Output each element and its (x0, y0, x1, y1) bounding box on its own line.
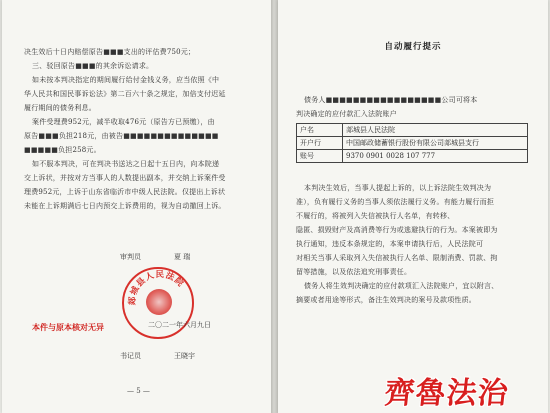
certified-copy-note: 本件与原本核对无异 (32, 322, 104, 332)
text-line: 留等措施，以及依法追究刑事责任。 (296, 268, 412, 276)
clerk-name: 王晓宇 (174, 352, 195, 360)
court-account-table (296, 123, 528, 163)
text-line: 理费952元，上诉于山东省临沂市中级人民法院。仅提出上诉状 (24, 188, 226, 196)
bank-value: 中国邮政储蓄银行股份有限公司郯城县支行 (343, 137, 528, 150)
text-line: 交上诉状，并按对方当事人的人数提出副本，并交纳上诉案件受 (24, 174, 226, 182)
text-line: 债务人■■■■■■■■■■■■■■■■■公司可将本 (304, 96, 478, 104)
bank-label: 开户行 (297, 137, 343, 150)
text-line: 未能在上诉期满后七日内预交上诉费用的，视为自动撤回上诉。 (24, 202, 226, 210)
judge-label: 审判员 (120, 253, 141, 261)
text-line: 如不服本判决，可在判决书送达之日起十五日内，向本院递 (32, 160, 220, 168)
text-line: 判决确定的应付款汇入法院账户 (296, 110, 397, 118)
page-number: — 5 — (127, 387, 150, 395)
text-line: 三、驳回原告■■■的其余诉讼请求。 (32, 62, 154, 70)
text-line: 华人民共和国民事诉讼法》第二百六十条之规定，加倍支付迟延 (24, 90, 226, 98)
seal-text: 郯城县人民法院 (127, 269, 186, 306)
account-name-value: 郯城县人民法院 (343, 124, 528, 137)
judgment-date: 二〇二一年六月九日 (148, 321, 211, 329)
text-line: 如未按本判决指定的期间履行给付金钱义务，应当依照《中 (32, 76, 220, 84)
table-row (297, 124, 528, 137)
text-line: 债务人将生效判决确定的应付款项汇入法院账户，宜以附言、 (304, 282, 499, 290)
notice-title: 自动履行提示 (384, 42, 442, 52)
text-line: 履行期间的债务利息。 (24, 104, 96, 112)
clerk-label: 书记员 (120, 352, 141, 360)
text-line: 案件受理费952元，减半收取476元（原告方已预缴），由 (32, 118, 215, 126)
table-row (297, 137, 528, 150)
text-line: 不履行的，将被列入失信被执行人名单，有转移、 (296, 212, 455, 220)
text-line: ■■■■■负担258元。 (24, 146, 101, 154)
judge-name: 夏 瑞 (174, 253, 191, 261)
text-line: 摘要或者用途等形式，备注生效判决的案号及款项性质。 (296, 296, 476, 304)
account-number-label: 账号 (297, 150, 343, 163)
text-line: 准），负有履行义务的当事人须依法履行义务。有能力履行而拒 (296, 198, 495, 206)
text-line: 本判决生效后，当事人提起上诉的，以上诉法院生效判决为 (304, 184, 492, 192)
text-line: 执行通知，违反本条规定的，本案申请执行后，人民法院可 (296, 240, 484, 248)
book-spine (271, 0, 278, 413)
account-number-value: 9370 0901 0028 107 777 (343, 150, 528, 163)
text-line: 决生效后十日内赔偿原告■■■支出的评估费750元； (24, 48, 196, 56)
text-line: 隐匿、损毁财产及高消费等行为或逃避执行的行为。本案被即为 (296, 226, 498, 234)
national-emblem-icon (146, 289, 172, 315)
publisher-watermark: 齊魯法治 (382, 376, 511, 411)
account-name-label: 户名 (297, 124, 343, 137)
table-row (297, 150, 528, 163)
text-line: 对相关当事人采取列入失信被执行人名单、限制消费、罚款、拘 (296, 254, 498, 262)
text-line: 原告■■■负担218元，由被告■■■■■■■■■■■■■■ (24, 132, 219, 140)
enforcement-notice-page (278, 0, 548, 413)
judgment-page-left (2, 0, 272, 413)
